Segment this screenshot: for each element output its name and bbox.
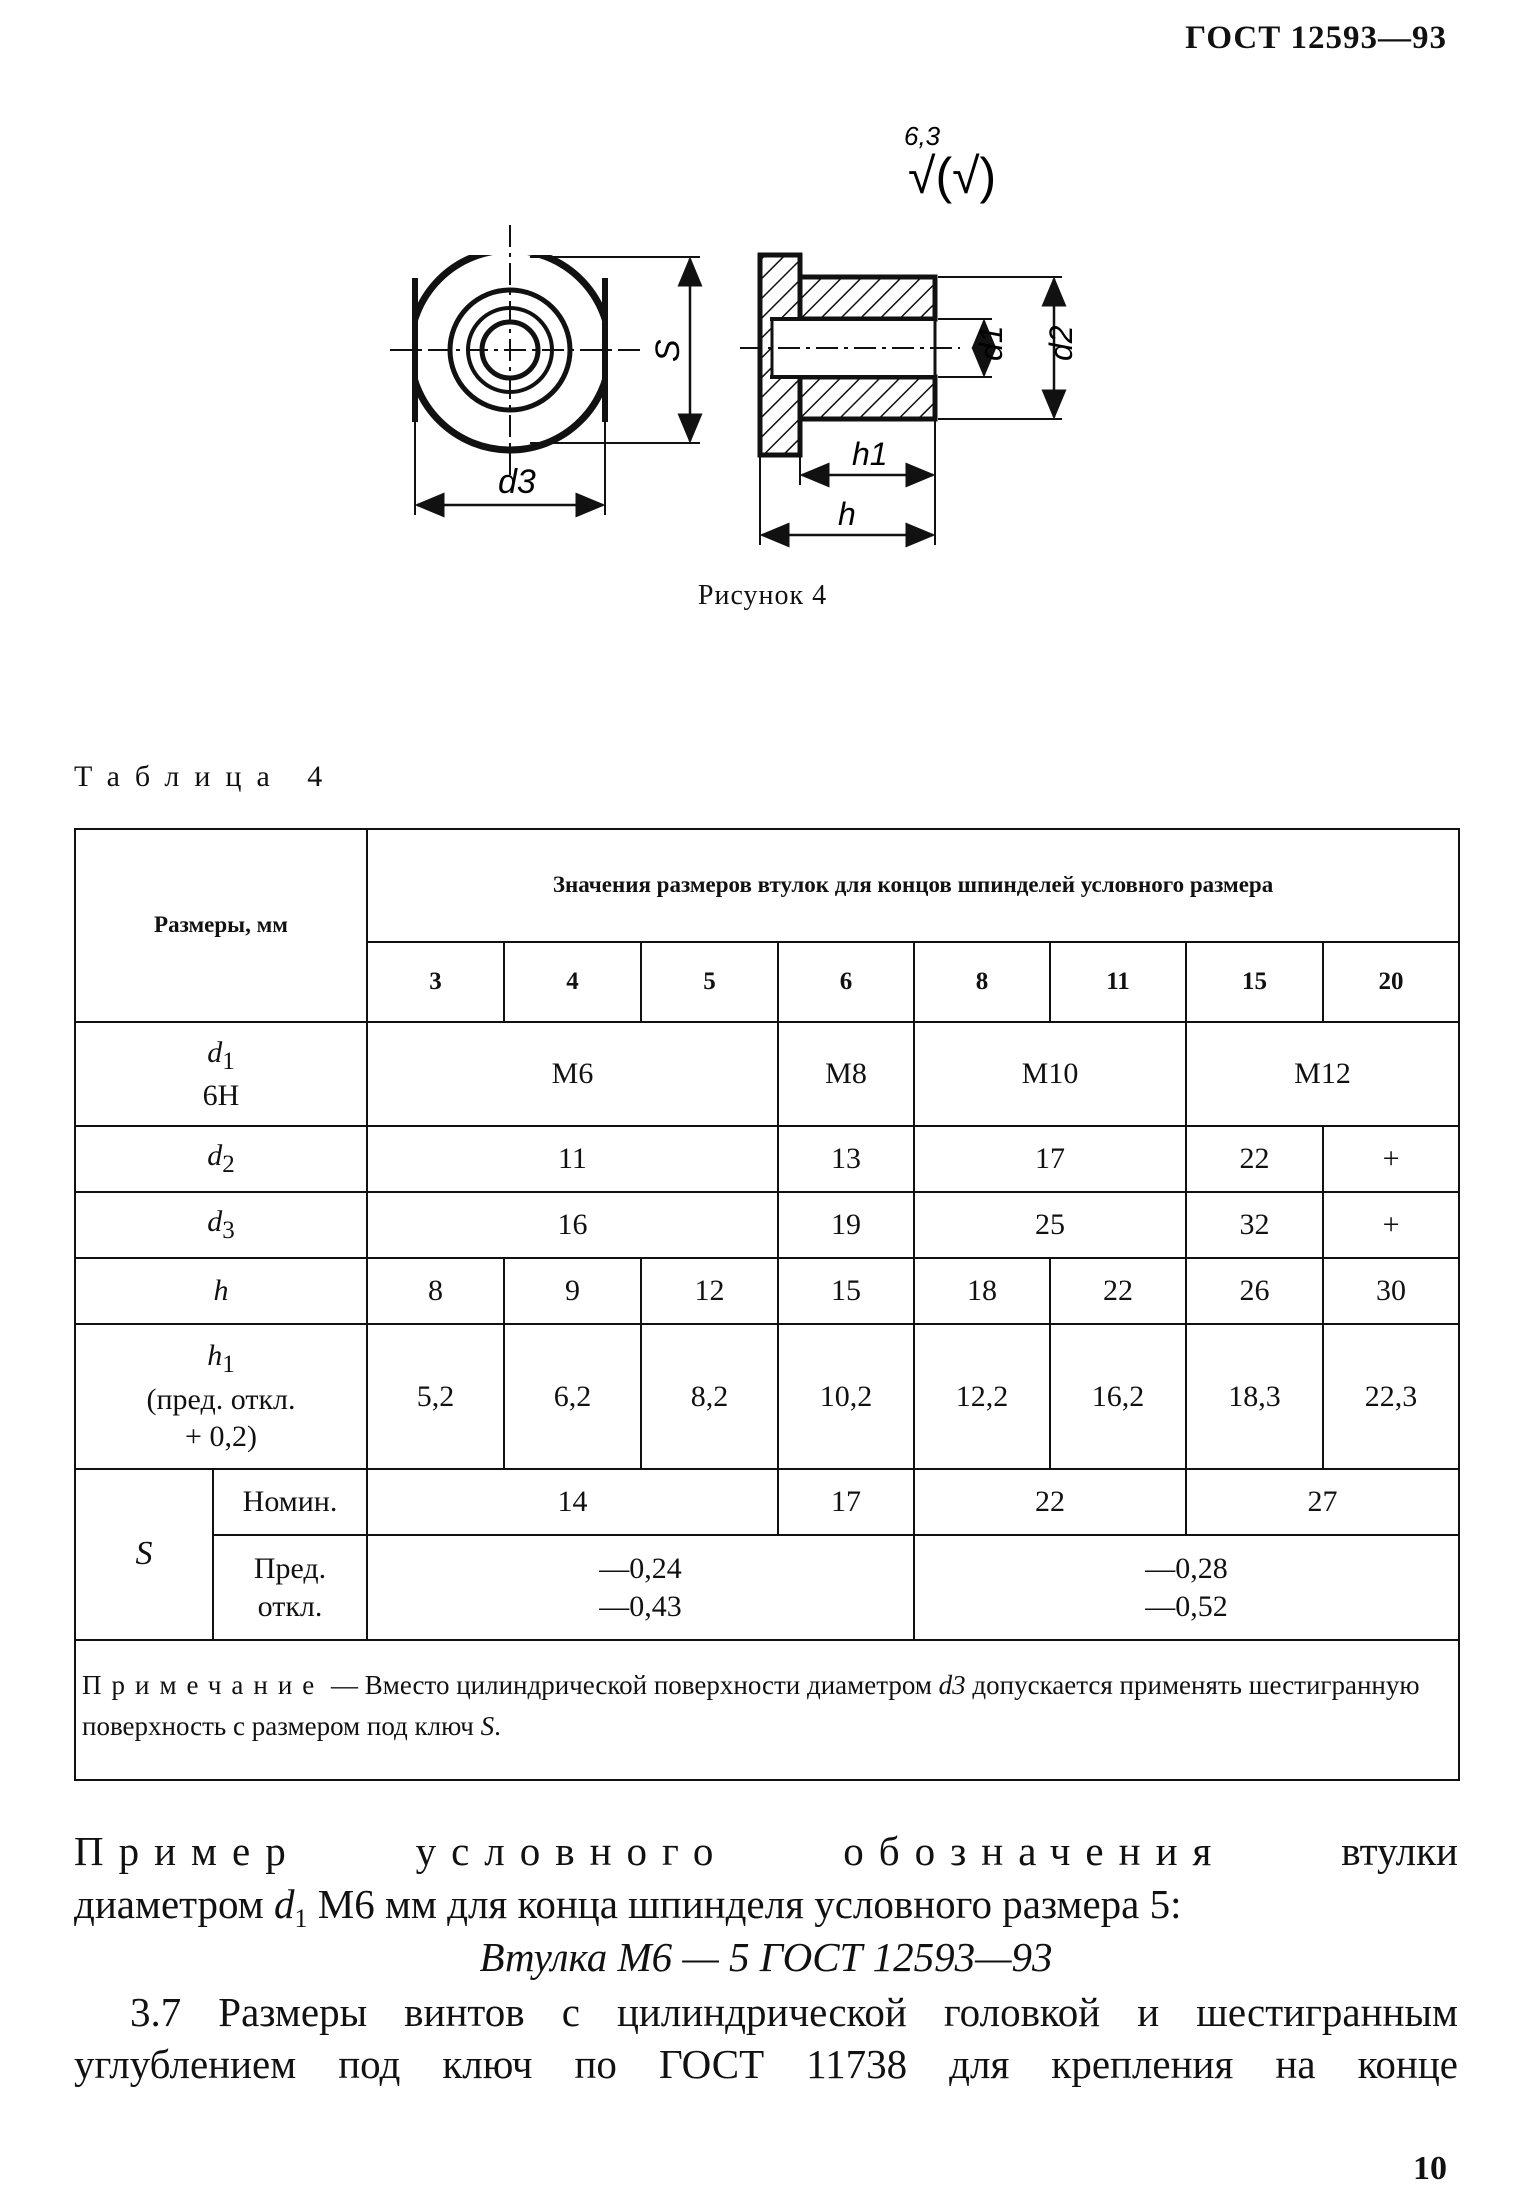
d1-dim-label: d1	[973, 325, 1009, 361]
size-cell: 6	[778, 942, 914, 1022]
cell-d1-m10: M10	[914, 1022, 1186, 1126]
cell-d2: 13	[778, 1126, 914, 1192]
cell-d3: 32	[1186, 1192, 1323, 1258]
example-designation: Втулка М6 — 5 ГОСТ 12593—93	[479, 1934, 1053, 1980]
group-header: Значения размеров втулок для концов шпинделей условного размера	[367, 829, 1459, 942]
cell-d1-m8: M8	[778, 1022, 914, 1126]
cell-h: 12	[641, 1258, 778, 1324]
example-line-1: Пример условного обозначения втулки	[74, 1828, 1458, 1874]
row-label-d2: $d_2$	[75, 1126, 367, 1192]
row-label-d1: $d_1$ 6H	[75, 1022, 367, 1126]
size-cell: 3	[367, 942, 504, 1022]
paragraph-3-7-line-2: углублением под ключ по ГОСТ 11738 для крепления на конце	[74, 2041, 1458, 2087]
cell-h: 18	[914, 1258, 1050, 1324]
cell-h1: 18,3	[1186, 1324, 1323, 1469]
d2-dim-label: d2	[1043, 325, 1079, 361]
cell-h: 8	[367, 1258, 504, 1324]
cell-s-nom: 27	[1186, 1469, 1459, 1535]
cell-d2: +	[1323, 1126, 1459, 1192]
size-cell: 11	[1050, 942, 1186, 1022]
cell-d3: 25	[914, 1192, 1186, 1258]
example-line-2: диаметром $d_1$ М6 мм для конца шпинделя условного размера 5:	[74, 1881, 1182, 1934]
cell-h: 30	[1323, 1258, 1459, 1324]
cell-h: 9	[504, 1258, 641, 1324]
cell-s-nom: 22	[914, 1469, 1186, 1535]
cell-d3: 19	[778, 1192, 914, 1258]
col-header-dimensions: Размеры, мм	[75, 829, 367, 1022]
cell-h1: 5,2	[367, 1324, 504, 1469]
paragraph-3-7-line-1: 3.7 Размеры винтов с цилиндрической головкой и шестигранным	[130, 1989, 1458, 2035]
figure-caption: Рисунок 4	[697, 580, 828, 611]
cell-d2: 17	[914, 1126, 1186, 1192]
cell-h1: 22,3	[1323, 1324, 1459, 1469]
size-cell: 4	[504, 942, 641, 1022]
table-4	[74, 828, 1460, 1781]
row-label-h1: $h_1$ (пред. откл. + 0,2)	[75, 1324, 367, 1469]
row-label-s-nominal: Номин.	[213, 1469, 367, 1535]
front-view	[390, 225, 700, 515]
size-cell: 20	[1323, 942, 1459, 1022]
size-cell: 15	[1186, 942, 1323, 1022]
cell-h1: 10,2	[778, 1324, 914, 1469]
size-cell: 8	[914, 942, 1050, 1022]
cell-d3: 16	[367, 1192, 778, 1258]
cell-d2: 22	[1186, 1126, 1323, 1192]
row-label-h: h	[75, 1258, 367, 1324]
cell-d1-m12: M12	[1186, 1022, 1459, 1126]
page-number: 10	[1413, 2150, 1447, 2187]
cell-h: 15	[778, 1258, 914, 1324]
cell-s-dev: —0,24 —0,43	[367, 1535, 914, 1640]
h1-dim-label: h1	[852, 436, 888, 472]
cell-s-dev: —0,28 —0,52	[914, 1535, 1459, 1640]
table-caption: Таблица 4	[74, 760, 338, 793]
cell-h: 22	[1050, 1258, 1186, 1324]
size-cell: 5	[641, 942, 778, 1022]
row-label-s-deviation: Пред. откл.	[213, 1535, 367, 1640]
section-view	[740, 255, 1062, 545]
cell-d3: +	[1323, 1192, 1459, 1258]
cell-d1-m6: M6	[367, 1022, 778, 1126]
cell-h: 26	[1186, 1258, 1323, 1324]
cell-h1: 6,2	[504, 1324, 641, 1469]
cell-h1: 8,2	[641, 1324, 778, 1469]
row-label-s: S	[75, 1469, 213, 1640]
d3-dim-label: d3	[498, 463, 536, 501]
roughness-value: 6,3	[904, 121, 941, 151]
h-dim-label: h	[838, 496, 856, 532]
table-note: Примечание — Вместо цилиндрической поверхности диаметром d3 допускается применять шестигранную поверхность с размером под ключ S.	[75, 1640, 1459, 1780]
cell-h1: 12,2	[914, 1324, 1050, 1469]
cell-s-nom: 14	[367, 1469, 778, 1535]
document-header: ГОСТ 12593—93	[1185, 20, 1447, 56]
cell-d2: 11	[367, 1126, 778, 1192]
cell-h1: 16,2	[1050, 1324, 1186, 1469]
bushing-drawing	[360, 105, 1140, 565]
s-dim-label: S	[649, 339, 687, 362]
roughness-symbol: √(√)	[908, 148, 997, 204]
cell-s-nom: 17	[778, 1469, 914, 1535]
row-label-d3: $d_3$	[75, 1192, 367, 1258]
